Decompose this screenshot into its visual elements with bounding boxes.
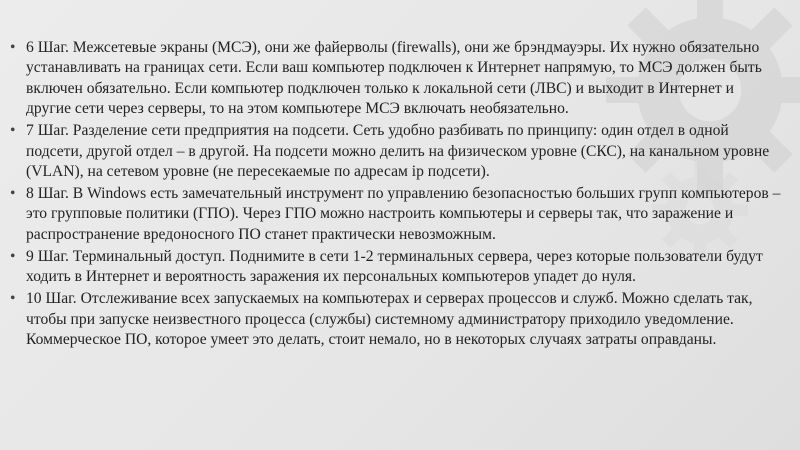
bullet-item-step-9: • 9 Шаг. Терминальный доступ. Поднимите в сети 1-2 терминальных сервера, через которые пользователи будут ходить в Интернет и вероятность заражения их персональных компьютеров упадет до нуля.	[10, 247, 782, 288]
bullet-item-step-10: • 10 Шаг. Отслеживание всех запускаемых на компьютерах и серверах процессов и служб. Можно сделать так, чтобы при запуске неизвестного процесса (службы) системному администратору приходило уведомление. Коммерческое ПО, которое умеет это делать, стоит немало, но в некоторых случаях затраты оправданы.	[10, 289, 782, 350]
slide-content	[10, 38, 782, 352]
bullet-item-step-7: • 7 Шаг. Разделение сети предприятия на подсети. Сеть удобно разбивать по принципу: один отдел в одной подсети, другой отдел – в другой. На подсети можно делить на физическом уровне (СКС), на канальном уровне (VLAN), на сетевом уровне (не пересекаемые по адресам ip подсети).	[10, 121, 782, 182]
bullet-item-step-8: • 8 Шаг. В Windows есть замечательный инструмент по управлению безопасностью больших групп компьютеров – это групповые политики (ГПО). Через ГПО можно настроить компьютеры и серверы так, что заражение и распространение вредоносного ПО станет практически невозможным.	[10, 184, 782, 245]
bullet-list	[10, 38, 782, 350]
bullet-item-step-6: • 6 Шаг. Межсетевые экраны (МСЭ), они же файерволы (firewalls), они же брэндмауэры. Их нужно обязательно устанавливать на границах сети. Если ваш компьютер подключен к Интернет напрямую, то МСЭ должен быть включен обязательно. Если компьютер подключен только к локальной сети (ЛВС) и выходит в Интернет и другие сети через серверы, то на этом компьютере МСЭ включать необязательно.	[10, 38, 782, 120]
